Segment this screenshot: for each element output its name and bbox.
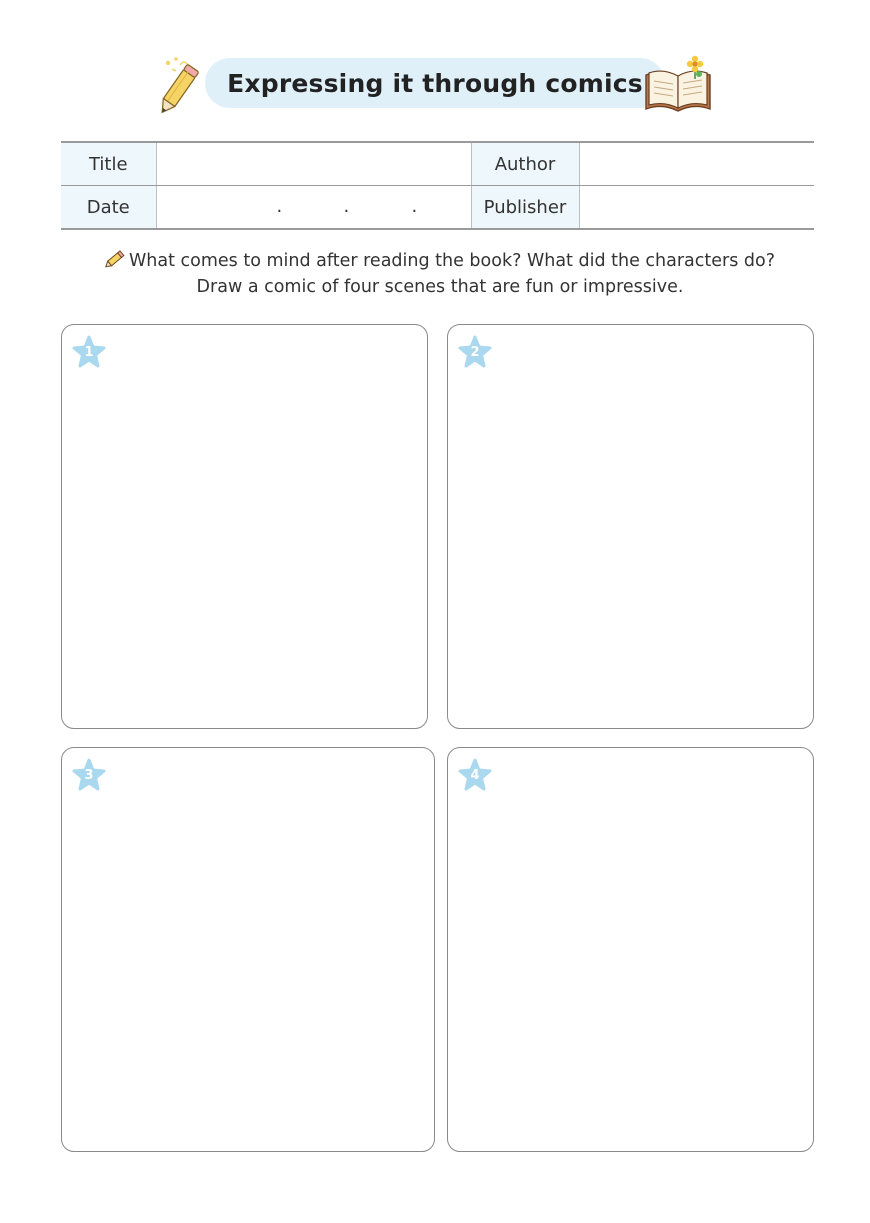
open-book-icon [640,55,716,119]
date-label: Date [61,186,156,230]
instruction-line-2: Draw a comic of four scenes that are fun or impressive. [196,277,684,297]
panel-number: 3 [84,768,94,783]
instruction-text-1: What comes to mind after reading the book? What did the characters do? [128,251,775,271]
panel-number: 4 [470,768,480,783]
date-separator: . [276,196,283,217]
comic-panel-3[interactable] [61,747,435,1152]
author-field[interactable] [579,142,814,186]
panel-number: 2 [470,345,480,360]
date-separator: . [411,196,418,217]
date-separator: . [343,196,350,217]
title-label: Title [61,142,156,186]
publisher-field[interactable] [579,186,814,230]
table-row [61,186,814,230]
star-badge [458,758,492,792]
pencil-icon [160,55,230,115]
pencil-icon [105,250,125,268]
publisher-label: Publisher [471,186,579,230]
date-field[interactable] [156,186,471,230]
instructions [60,248,820,300]
table-row [61,142,814,186]
star-badge [72,758,106,792]
comic-panel-4[interactable] [447,747,814,1152]
page-title: Expressing it through comics [227,68,643,98]
book-info-table [61,141,814,230]
star-badge [458,335,492,369]
star-badge [72,335,106,369]
author-label: Author [471,142,579,186]
comic-panel-1[interactable] [61,324,428,729]
title-field[interactable] [156,142,471,186]
instruction-line-1 [60,248,820,274]
comic-panel-2[interactable] [447,324,814,729]
panel-number: 1 [84,345,94,360]
